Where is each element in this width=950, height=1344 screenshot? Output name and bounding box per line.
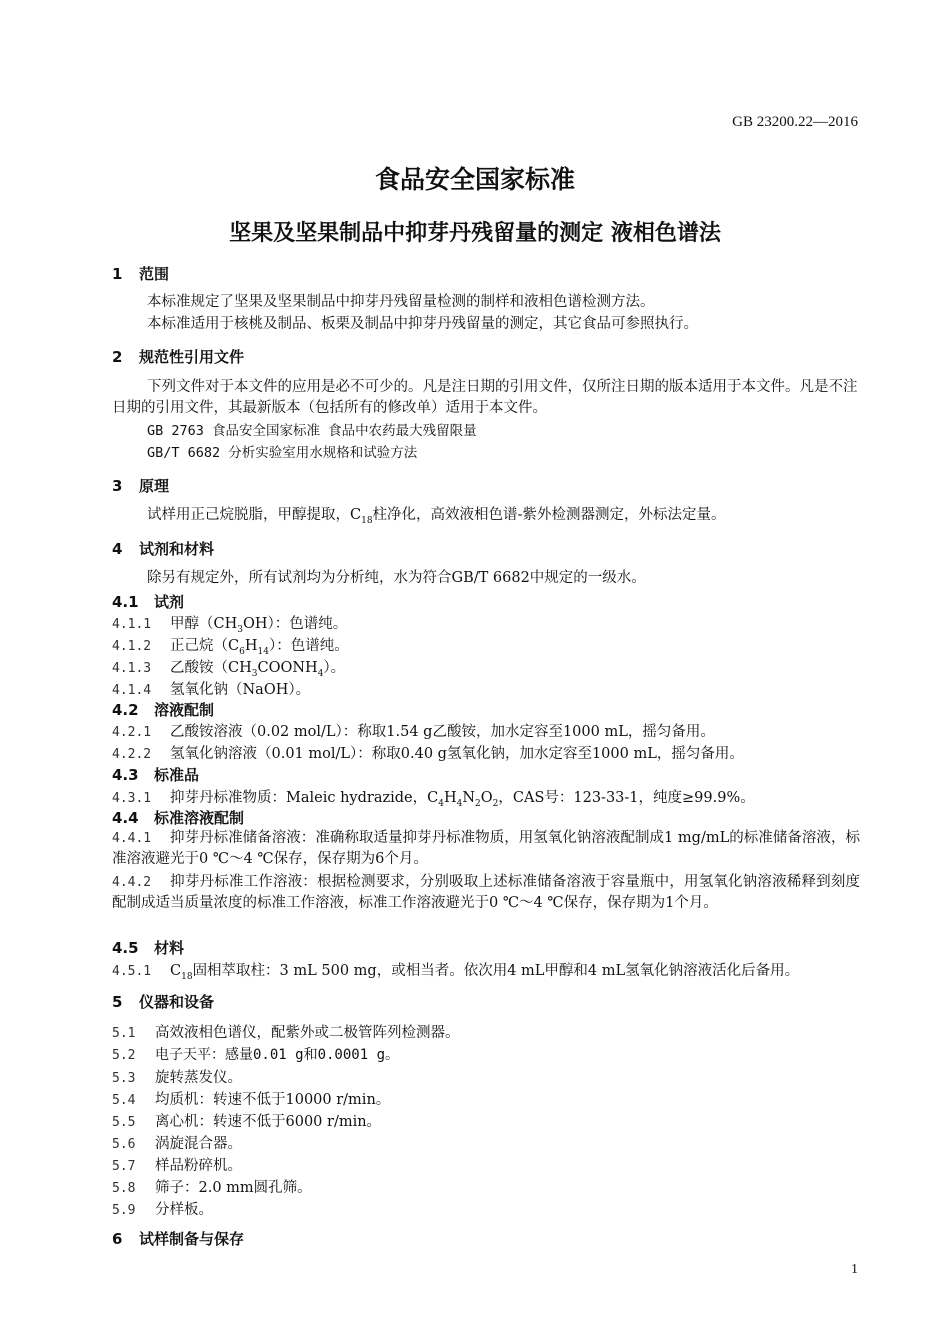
section-3-para-1: 试样用正己烷脱脂，甲醇提取，$C_{18}$柱净化，高效液相色谱-紫外检测器测定，外标法定量。 [147, 507, 726, 526]
standard-code: GB 23200.22—2016 [732, 114, 858, 130]
item-5-9: 5.9 分样板。 [112, 1202, 213, 1218]
item-4-2-2: 4.2.2 氢氧化钠溶液（0.01 mol/L）：称取0.40 g氢氧化钠，加水定容至1000 mL，摇匀备用。 [112, 746, 744, 762]
subsection-4-5-heading: 4.5 材料 [112, 939, 185, 957]
item-4-1-3: 4.1.3 乙酸铵$(CH_3COONH_4)$。 [112, 660, 346, 679]
item-4-1-4: 4.1.4 氢氧化钠（NaOH）。 [112, 682, 311, 698]
section-5-heading: 5 仪器和设备 [112, 993, 215, 1011]
section-1-heading: 1 范围 [112, 265, 170, 283]
section-2-para-1: 下列文件对于本文件的应用是必不可少的。凡是注日期的引用文件，仅所注日期的版本适用于本文件。凡是不注日期的引用文件，其最新版本（包括所有的修改单）适用于本文件。 [112, 379, 858, 416]
page-number: 1 [851, 1262, 858, 1277]
subsection-4-3-heading: 4.3 标准品 [112, 766, 200, 784]
section-1-para-2: 本标准适用于核桃及制品、板栗及制品中抑芽丹残留量的测定，其它食品可参照执行。 [147, 316, 698, 332]
item-4-2-1: 4.2.1 乙酸铵溶液（0.02 mol/L）：称取1.54 g乙酸铵，加水定容至1000 mL，摇匀备用。 [112, 724, 715, 740]
item-5-1: 5.1 高效液相色谱仪，配紫外或二极管阵列检测器。 [112, 1025, 460, 1041]
section-1-para-1: 本标准规定了坚果及坚果制品中抑芽丹残留量检测的制样和液相色谱检测方法。 [147, 294, 655, 310]
section-4-para-1: 除另有规定外，所有试剂均为分析纯，水为符合GB/T 6682中规定的一级水。 [147, 570, 646, 586]
section-6-heading: 6 试样制备与保存 [112, 1230, 245, 1248]
section-2-heading: 2 规范性引用文件 [112, 348, 245, 366]
item-4-1-2: 4.1.2 正己烷$(C_6H_{14})$：色谱纯。 [112, 638, 349, 657]
subsection-4-2-heading: 4.2 溶液配制 [112, 701, 215, 719]
item-4-3-1: 4.3.1 抑芽丹标准物质：Maleic hydrazide，$C_4H_4N_2O_2$，CAS号：123-33-1，纯度≥99.9%。 [112, 790, 755, 809]
item-5-2: 5.2 电子天平：感量0.01 g和0.0001 g。 [112, 1047, 400, 1063]
item-4-4-2: 4.4.2 抑芽丹标准工作溶液：根据检测要求，分别吸取上述标准储备溶液于容量瓶中，用氢氧化钠溶液稀释到刻度配制成适当质量浓度的标准工作溶液，标准工作溶液避光于0 ℃～4 ℃保存，保存期为1个月。 [112, 874, 860, 911]
reference-gb2763: GB 2763 食品安全国家标准 食品中农药最大残留限量 [147, 423, 477, 439]
document-title: 食品安全国家标准 [374, 165, 575, 194]
reference-gbt6682: GB/T 6682 分析实验室用水规格和试验方法 [147, 445, 418, 461]
item-5-4: 5.4 均质机：转速不低于10000 r/min。 [112, 1092, 391, 1108]
item-5-3: 5.3 旋转蒸发仪。 [112, 1070, 242, 1086]
item-5-5: 5.5 离心机：转速不低于6000 r/min。 [112, 1114, 382, 1130]
item-5-7: 5.7 样品粉碎机。 [112, 1158, 242, 1174]
item-4-1-1: 4.1.1 甲醇$(CH_3OH)$：色谱纯。 [112, 616, 348, 635]
document-subtitle: 坚果及坚果制品中抑芽丹残留量的测定 液相色谱法 [229, 221, 721, 246]
item-5-8: 5.8 筛子：2.0 mm圆孔筛。 [112, 1180, 312, 1196]
subsection-4-4-heading: 4.4 标准溶液配制 [112, 809, 245, 827]
subsection-4-1-heading: 4.1 试剂 [112, 593, 185, 611]
item-4-5-1: 4.5.1 $C_{18}$固相萃取柱：3 mL 500 mg，或相当者。依次用4 mL甲醇和4 mL氢氧化钠溶液活化后备用。 [112, 963, 800, 982]
item-4-4-1: 4.4.1 抑芽丹标准储备溶液：准确称取适量抑芽丹标准物质，用氢氧化钠溶液配制成1 mg/mL的标准储备溶液，标准溶液避光于0 ℃～4 ℃保存，保存期为6个月。 [112, 830, 860, 867]
section-3-heading: 3 原理 [112, 477, 170, 495]
section-4-heading: 4 试剂和材料 [112, 540, 215, 558]
item-5-6: 5.6 涡旋混合器。 [112, 1136, 242, 1152]
